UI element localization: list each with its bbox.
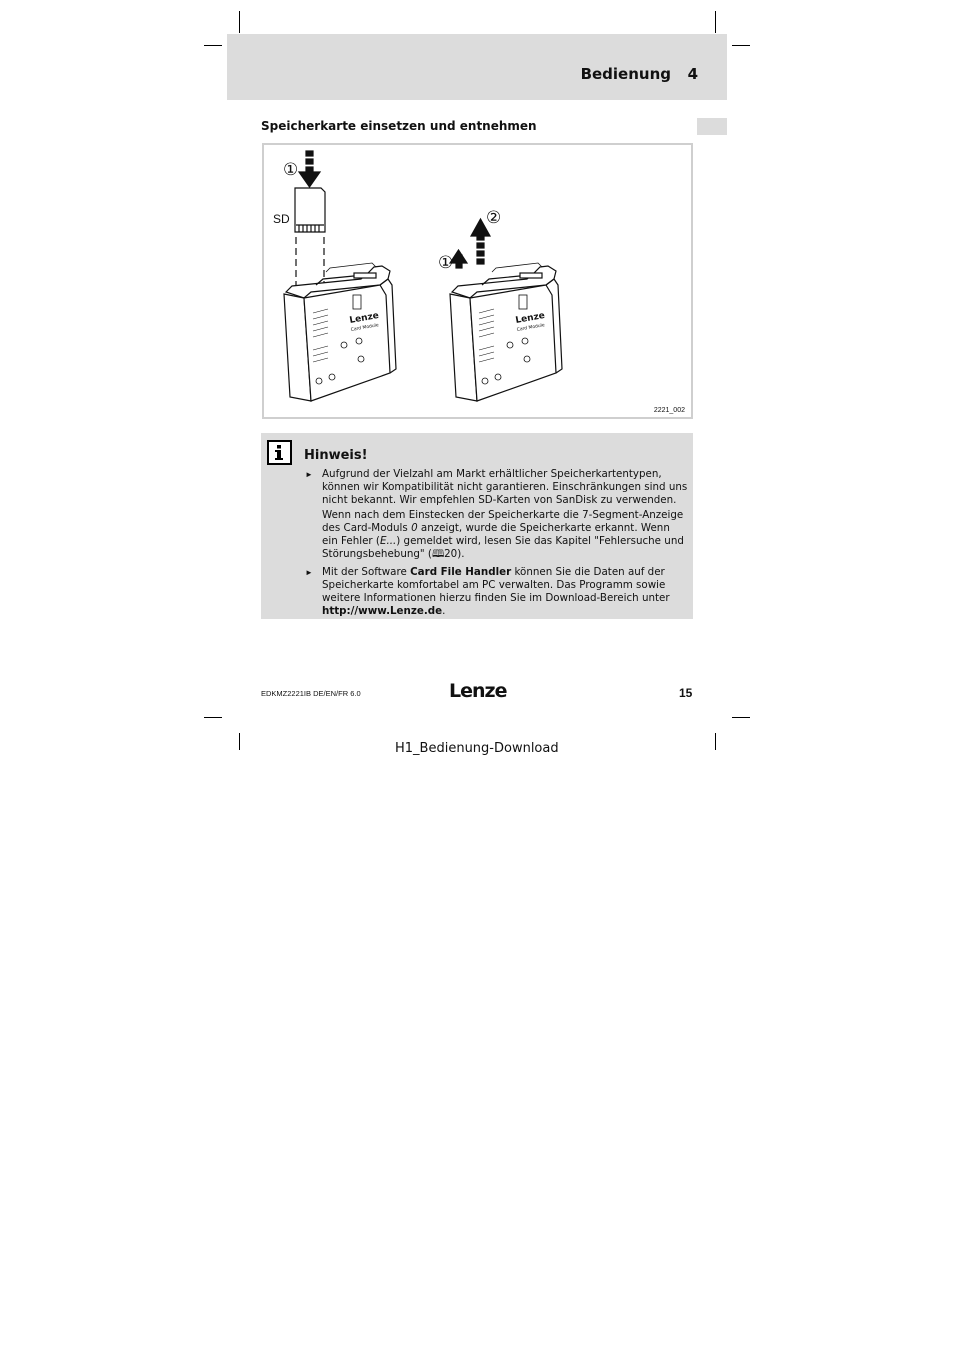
device-label-left: Card Module <box>350 323 380 333</box>
chapter-title: Bedienung <box>580 65 671 83</box>
page-header <box>227 34 727 100</box>
note-paragraph-display: Wenn nach dem Einstecken der Speicherkarte die 7-Segment-Anzeige des Card-Moduls 0 anzeigt, wurde die Speicherkarte erkannt. Wenn ein Fehler (E...) gemeldet wird, lesen Sie das Kapitel "Fehlersuche und Störungsbehebung" (🕮20). <box>322 509 684 560</box>
device-brand-right: Lenze <box>514 310 546 326</box>
note-paragraph-software: Mit der Software Card File Handler können Sie die Daten auf der Speicherkarte komfortabel am PC verwalten. Das Programm sowie weitere Informationen hierzu finden Sie im Download-Bereich unter http://www.Lenze.de. <box>322 566 670 617</box>
info-icon <box>267 440 292 465</box>
bullet-icon: ► <box>305 568 313 577</box>
crop-mark <box>715 11 716 33</box>
crop-mark <box>204 717 222 718</box>
step-one-label-right: ① <box>438 253 454 273</box>
crop-mark <box>239 11 240 33</box>
crop-mark <box>715 733 716 750</box>
crop-mark <box>204 45 222 46</box>
step-one-label: ① <box>283 160 299 180</box>
page-reference: 20 <box>444 548 458 560</box>
sd-card-label: SD <box>273 212 290 226</box>
page-number: 15 <box>679 686 693 700</box>
software-name: Card File Handler <box>410 566 512 578</box>
note-title: Hinweis! <box>304 448 368 463</box>
download-link[interactable]: http://www.Lenze.de <box>322 605 443 617</box>
sd-card-illustration <box>262 143 693 419</box>
download-label: H1_Bedienung-Download <box>395 741 559 756</box>
document-code: EDKMZ2221IB DE/EN/FR 6.0 <box>261 689 361 698</box>
device-brand-left: Lenze <box>348 310 380 326</box>
note-box <box>261 433 693 619</box>
note-paragraph-compatibility: Aufgrund der Vielzahl am Markt erhältlicher Speicherkartentypen, können wir Kompatibilität nicht garantieren. Einschränkungen sind uns nicht bekannt. Wir empfehlen SD-Karten von SanDisk zu verwenden. <box>322 468 688 506</box>
section-heading: Speicherkarte einsetzen und entnehmen <box>261 119 537 133</box>
side-tab <box>697 118 727 135</box>
step-two-label: ② <box>486 208 502 228</box>
crop-mark <box>732 717 750 718</box>
device-label-right: Card Module <box>516 323 546 333</box>
crop-mark <box>732 45 750 46</box>
crop-mark <box>239 733 240 750</box>
book-icon: 🕮 <box>431 548 445 560</box>
chapter-number: 4 <box>687 65 698 83</box>
illustration-svg <box>264 145 691 417</box>
bullet-icon: ► <box>305 470 313 479</box>
figure-id: 2221_002 <box>653 407 685 414</box>
lenze-logo: Lenze <box>449 680 507 702</box>
